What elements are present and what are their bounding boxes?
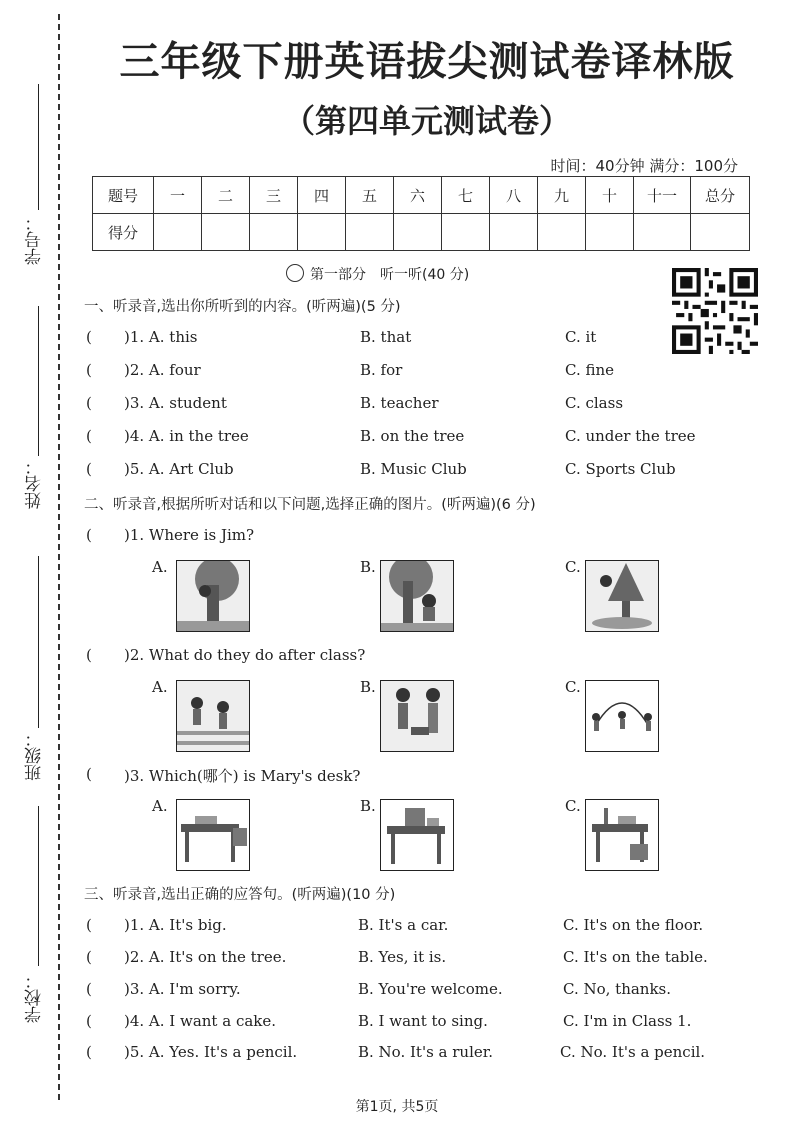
answer-paren[interactable]: (: [86, 948, 92, 966]
answer-paren[interactable]: (: [86, 980, 92, 998]
qr-code-icon: [672, 268, 758, 354]
s3-q4-option-c: C. I'm in Class 1.: [563, 1012, 692, 1030]
desk-with-pencils-picture: [585, 799, 659, 871]
s3-q4-option-a: )4. A. I want a cake.: [124, 1012, 277, 1030]
s3-q1-option-b: B. It's a car.: [358, 916, 449, 934]
score-row-label: 得分: [93, 214, 154, 251]
score-cell[interactable]: [298, 214, 346, 251]
answer-paren[interactable]: (: [86, 526, 92, 544]
s3-q4-option-b: B. I want to sing.: [358, 1012, 488, 1030]
answer-paren[interactable]: (: [86, 394, 92, 412]
s1-q3-option-a: )3. A. student: [124, 394, 227, 412]
s3-q5-option-a: )5. A. Yes. It's a pencil.: [124, 1043, 298, 1061]
score-header-cell: 一: [154, 177, 202, 214]
score-cell[interactable]: [691, 214, 750, 251]
score-cell[interactable]: [394, 214, 442, 251]
s2-q2-label-a: A.: [152, 678, 168, 696]
score-cell[interactable]: [586, 214, 634, 251]
score-header-cell: 题号: [93, 177, 154, 214]
score-header-cell: 四: [298, 177, 346, 214]
score-header-cell: 九: [538, 177, 586, 214]
score-header-cell: 总分: [691, 177, 750, 214]
answer-paren[interactable]: (: [86, 361, 92, 379]
s3-q1-option-c: C. It's on the floor.: [563, 916, 704, 934]
section-two-title: 二、听录音,根据所听对话和以下问题,选择正确的图片。(听两遍)(6 分): [84, 497, 536, 513]
answer-paren[interactable]: (: [86, 1043, 92, 1061]
school-label: 学校：: [25, 972, 45, 1023]
s1-q4-option-b: B. on the tree: [360, 427, 465, 445]
s1-q2-option-b: B. for: [360, 361, 403, 379]
binding-dashed-line: [58, 14, 60, 1100]
s1-q5-option-a: )5. A. Art Club: [124, 460, 234, 478]
score-table-header-row: [93, 177, 750, 214]
page-footer: 第1页, 共5页: [355, 1099, 439, 1115]
score-header-cell: 三: [250, 177, 298, 214]
children-running-picture: [176, 680, 250, 752]
s2-q1-label-a: A.: [152, 558, 168, 576]
score-cell[interactable]: [634, 214, 691, 251]
page-subtitle: （第四单元测试卷）: [282, 102, 571, 140]
score-header-cell: 七: [442, 177, 490, 214]
s2-q2-label-b: B.: [360, 678, 376, 696]
score-table: [92, 176, 750, 251]
score-cell[interactable]: [346, 214, 394, 251]
s2-q1-label-c: C.: [565, 558, 581, 576]
s2-q3-label-b: B.: [360, 797, 376, 815]
s1-q1-option-c: C. it: [565, 328, 597, 346]
tree-boy-in-picture: [585, 560, 659, 632]
page-title: 三年级下册英语拔尖测试卷译林版: [119, 39, 735, 85]
score-header-cell: 六: [394, 177, 442, 214]
answer-paren[interactable]: (: [86, 646, 92, 664]
s2-q2-label-c: C.: [565, 678, 581, 696]
score-header-cell: 十: [586, 177, 634, 214]
part-one-heading: [286, 264, 469, 284]
score-header-cell: 八: [490, 177, 538, 214]
desk-with-bag-picture: [380, 799, 454, 871]
s2-q3-label-c: C.: [565, 797, 581, 815]
s1-q1-option-b: B. that: [360, 328, 412, 346]
s1-q5-option-c: C. Sports Club: [565, 460, 676, 478]
s2-q1-label-b: B.: [360, 558, 376, 576]
s2-q1-question: )1. Where is Jim?: [124, 526, 255, 544]
s1-q5-option-b: B. Music Club: [360, 460, 467, 478]
s3-q5-option-c: C. No. It's a pencil.: [560, 1043, 706, 1061]
answer-paren[interactable]: (: [86, 916, 92, 934]
s3-q3-option-b: B. You're welcome.: [358, 980, 503, 998]
school-line: [38, 806, 39, 966]
s1-q2-option-a: )2. A. four: [124, 361, 201, 379]
answer-paren[interactable]: (: [86, 765, 92, 783]
s1-q4-option-c: C. under the tree: [565, 427, 696, 445]
answer-paren[interactable]: (: [86, 328, 92, 346]
score-table-score-row: [93, 214, 750, 251]
name-line: [38, 306, 39, 456]
answer-paren[interactable]: (: [86, 460, 92, 478]
s1-q4-option-a: )4. A. in the tree: [124, 427, 249, 445]
tree-boy-under-picture: [380, 560, 454, 632]
score-header-cell: 二: [202, 177, 250, 214]
s1-q2-option-c: C. fine: [565, 361, 615, 379]
part-one-title: 第一部分 听一听(40 分): [310, 267, 470, 283]
s2-q3-label-a: A.: [152, 797, 168, 815]
time-score-info: 时间：40分钟 满分：100分: [550, 157, 738, 175]
score-cell[interactable]: [442, 214, 490, 251]
score-cell[interactable]: [202, 214, 250, 251]
s3-q3-option-a: )3. A. I'm sorry.: [124, 980, 241, 998]
children-jump-rope-picture: [585, 680, 659, 752]
student-id-line: [38, 84, 39, 210]
score-cell[interactable]: [490, 214, 538, 251]
tree-boy-behind-picture: [176, 560, 250, 632]
desk-with-books-picture: [176, 799, 250, 871]
student-id-label: 学号：: [25, 214, 45, 265]
s3-q3-option-c: C. No, thanks.: [563, 980, 672, 998]
s3-q1-option-a: )1. A. It's big.: [124, 916, 227, 934]
score-cell[interactable]: [154, 214, 202, 251]
score-cell[interactable]: [538, 214, 586, 251]
answer-paren[interactable]: (: [86, 427, 92, 445]
score-header-cell: 十一: [634, 177, 691, 214]
s3-q2-option-c: C. It's on the table.: [563, 948, 708, 966]
s3-q5-option-b: B. No. It's a ruler.: [358, 1043, 494, 1061]
s1-q1-option-a: )1. A. this: [124, 328, 198, 346]
answer-paren[interactable]: (: [86, 1012, 92, 1030]
s3-q2-option-b: B. Yes, it is.: [358, 948, 447, 966]
s1-q3-option-c: C. class: [565, 394, 624, 412]
class-label: 班级：: [25, 730, 45, 781]
name-label: 姓名：: [25, 458, 45, 509]
class-line: [38, 556, 39, 728]
listening-icon: [286, 264, 304, 282]
score-header-cell: 五: [346, 177, 394, 214]
score-cell[interactable]: [250, 214, 298, 251]
children-playing-picture: [380, 680, 454, 752]
s2-q3-question: )3. Which(哪个) is Mary's desk?: [124, 767, 361, 785]
s3-q2-option-a: )2. A. It's on the tree.: [124, 948, 287, 966]
s1-q3-option-b: B. teacher: [360, 394, 439, 412]
s2-q2-question: )2. What do they do after class?: [124, 646, 366, 664]
section-one-title: 一、听录音,选出你所听到的内容。(听两遍)(5 分): [84, 299, 401, 315]
section-three-title: 三、听录音,选出正确的应答句。(听两遍)(10 分): [84, 887, 396, 903]
